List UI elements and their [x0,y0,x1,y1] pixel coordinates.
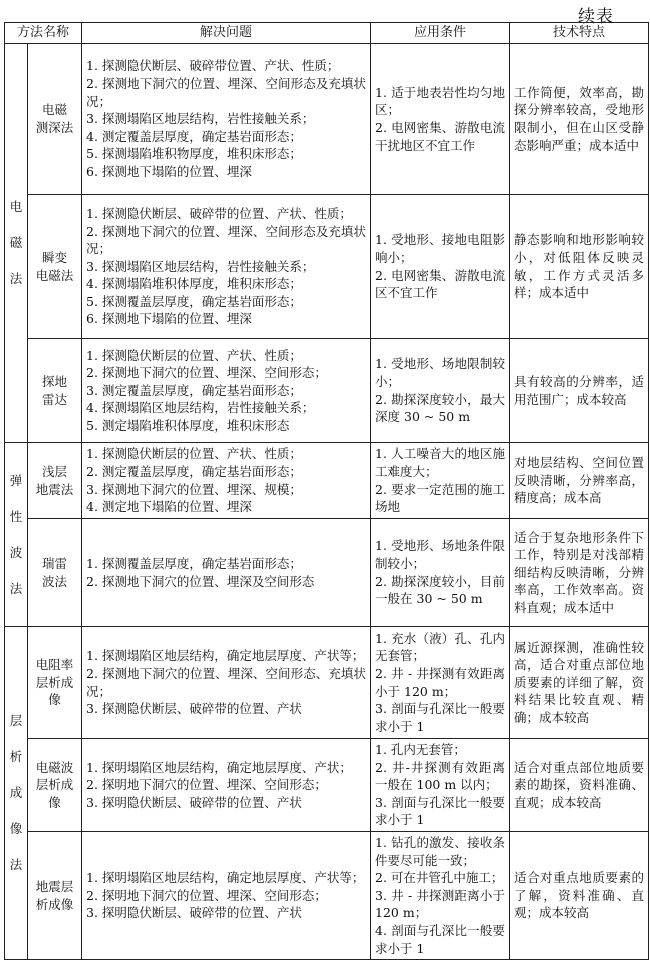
condition-item: 1. 受地形、场地限制较小； [375,356,506,389]
problem-item: 3. 探测塌陷区地层结构，岩性接触关系； [86,111,315,127]
problems-cell [82,739,371,832]
method-name-cell [28,195,82,339]
conditions-cell [371,44,510,195]
method-name-line: 测深法 [35,120,74,135]
condition-item: 1. 人工噪音大的地区施工难度大； [375,446,506,479]
problem-item: 1. 探测塌陷区地层结构，确定地层厚度、产状等； [86,648,365,664]
problem-item: 4. 探测塌陷区地层结构，岩性接触关系； [86,400,315,416]
category-char: 析 [9,749,23,765]
method-name-line: 电磁法 [35,267,74,283]
problem-item: 2. 探测地下洞穴的位置、埋深、空间形态及充填状况； [86,223,367,257]
problems-cell [82,339,371,443]
methods-table [4,22,649,960]
problems-cell [82,831,371,959]
problem-item: 2. 测定覆盖层厚度，确定基岩面形态； [86,463,302,479]
problem-item: 1. 探测隐伏断层、破碎带位置、产状、性质； [86,58,340,74]
features-cell: 静态影响和地形影响较小，对低阻体反映灵敏，工作方式灵活多样；成本适中 [510,195,649,339]
problem-item: 1. 探测隐伏断层的位置、产状、性质； [86,446,302,462]
method-name-line: 探地 [42,373,68,389]
category-cell [5,44,28,443]
problem-item: 2. 探测地下洞穴的位置、埋深、空间形态； [86,365,327,381]
problem-item: 5. 探测塌陷堆积物厚度，堆积床形态； [86,146,302,162]
continued-label: 续表 [578,7,614,27]
features-cell: 具有较高的分辨率，适用范围广；成本较高 [510,339,649,443]
method-name-line: 浅层 [42,463,68,479]
table-row [5,195,649,339]
category-cell [5,627,28,960]
condition-item: 2. 要求一定范围的施工场地 [375,481,506,515]
condition-item: 2. 可在井管孔中施工； [375,870,504,886]
method-name-line: 电磁波 [35,759,74,775]
category-char: 弹 [9,472,23,488]
conditions-cell [371,627,510,739]
condition-item: 1. 充水（液）孔、孔内无套管； [375,630,506,664]
problems-cell [82,443,371,519]
conditions-cell [371,831,510,959]
condition-item: 1. 孔内无套管； [375,742,466,757]
features-cell: 适合对重点地质要素的了解，资料准确、直观；成本较高 [510,831,649,959]
method-name-line: 地震层 [35,878,74,894]
condition-item: 2. 井-井探测有效距离一般在 100 m 以内； [375,759,506,793]
conditions-cell [371,195,510,339]
method-name-line: 波法 [42,573,68,589]
features-cell: 适合对重点部位地质要素的勘探，资料准确、直观；成本较高 [510,739,649,832]
table-row [5,443,649,519]
problem-item: 1. 探明塌陷区地层结构，确定地层厚度、产状等； [86,870,365,886]
problem-item: 4. 测定地下塌陷的位置、埋深 [86,499,252,515]
method-name-line: 电磁 [42,102,68,118]
header-conditions: 应用条件 [371,23,510,44]
condition-item: 1. 受地形、接地电阻影响小； [375,232,506,265]
features-cell: 对地层结构、空间位置反映清晰，分辨率高，精度高；成本高 [510,443,649,519]
category-cell [5,443,28,627]
category-char: 磁 [9,235,23,250]
problem-item: 2. 探明地下洞穴的位置、埋深、空间形态； [86,887,327,903]
method-name-cell [28,339,82,443]
table-body [5,44,649,960]
header-problems: 解决问题 [82,23,371,44]
features-cell: 属近源探测，准确性较高，适合对重点部位地质要素的详细了解，资料结果比较直观、精确；成本较高 [510,627,649,739]
category-char: 层 [9,713,23,729]
method-name-line: 层析成像 [35,674,74,708]
condition-item: 3. 剖面与孔深比一般要求小于 1 [375,794,506,828]
problem-item: 1. 探测覆盖层厚度，确定基岩面形态； [86,555,302,571]
problem-item: 4. 探测塌陷堆积体厚度，堆积床形态； [86,276,302,292]
problem-item: 3. 探测塌陷区地层结构，岩性接触关系； [86,258,315,274]
condition-item: 3. 井 - 井探测距离小于 120 m； [375,887,506,921]
method-name-line: 瑞雷 [42,555,68,571]
method-name-cell [28,443,82,519]
problem-item: 6. 探测地下塌陷的位置、埋深 [86,163,252,179]
method-name-cell [28,44,82,195]
header-row [5,23,649,44]
category-char: 法 [9,857,23,873]
conditions-cell [371,339,510,443]
problem-item: 3. 探明隐伏断层、破碎带的位置、产状 [86,905,302,921]
table-row [5,339,649,443]
problem-item: 2. 探测地下洞穴的位置、埋深、空间形态及充填状况； [86,76,367,109]
category-char: 电 [9,199,23,214]
problem-item: 1. 探测隐伏断层的位置、产状、性质； [86,347,302,363]
method-name-cell [28,519,82,627]
problem-item: 3. 探明隐伏断层、破碎带的位置、产状 [86,794,302,810]
features-cell: 适合于复杂地形条件下工作，特别是对浅部精细结构反映清晰，分辨率高，工作效率高。资料直观；成本适中 [510,519,649,627]
category-char: 性 [9,508,23,524]
conditions-cell [371,443,510,519]
problem-item: 6. 探测地下塌陷的位置、埋深 [86,311,252,327]
condition-item: 2. 勘探深度较小，目前一般在 30 ~ 50 m [375,573,506,607]
category-char: 法 [9,271,23,286]
header-features: 技术特点 [510,23,649,44]
problem-item: 4. 测定覆盖层厚度，确定基岩面形态； [86,128,302,144]
table-row [5,831,649,959]
condition-item: 3. 剖面与孔深比一般要求小于 1 [375,701,506,734]
category-char: 法 [9,580,23,596]
table-row [5,739,649,832]
conditions-cell [371,519,510,627]
method-name-line: 瞬变 [42,249,68,265]
method-name-cell [28,831,82,959]
problem-item: 3. 探测地下洞穴的位置、埋深、规模； [86,481,302,497]
problems-cell [82,519,371,627]
conditions-cell [371,739,510,832]
problem-item: 1. 探测隐伏断层、破碎带的位置、产状、性质； [86,205,352,221]
problem-item: 5. 探测覆盖层厚度，确定基岩面形态； [86,293,302,309]
table-row [5,627,649,739]
method-name-cell [28,627,82,739]
condition-item: 2. 勘探深度较小，最大深度 30 ~ 50 m [375,391,506,425]
condition-item: 1. 适于地表岩性均匀地区； [375,84,506,118]
category-char: 成 [9,785,23,801]
problems-cell [82,627,371,739]
problem-item: 3. 探测隐伏断层、破碎带的位置、产状 [86,701,302,717]
problem-item: 3. 测定覆盖层厚度，确定基岩面形态； [86,382,302,398]
problem-item: 1. 探明塌陷区地层结构，确定地层厚度、产状； [86,759,352,775]
condition-item: 1. 钻孔的激发、接收条件要尽可能一致； [375,834,506,868]
problem-item: 2. 探明地下洞穴的位置、埋深、空间形态； [86,777,327,793]
method-name-line: 雷达 [42,391,68,407]
method-name-line: 电阻率 [35,657,74,673]
problem-item: 5. 测定塌陷堆积体厚度，堆积床形态 [86,417,290,433]
problems-cell [82,195,371,339]
method-name-line: 析成像 [35,896,74,912]
table-row [5,44,649,195]
features-cell: 工作简便，效率高，勘探分辨率较高，受地形限制小，但在山区受静态影响严重；成本适中 [510,44,649,195]
problems-cell [82,44,371,195]
category-char: 波 [9,544,23,560]
problem-item: 2. 探测地下洞穴的位置、埋深及空间形态 [86,573,315,589]
category-char: 像 [9,821,23,837]
condition-item: 2. 电网密集、游散电流干扰地区不宜工作 [375,120,506,153]
method-name-line: 地震法 [35,481,74,497]
condition-item: 1. 受地形、场地条件限制较小； [375,538,506,571]
table-row [5,519,649,627]
method-name-cell [28,739,82,832]
condition-item: 2. 井 - 井探测有效距离小于 120 m； [375,665,506,699]
problem-item: 2. 探测地下洞穴的位置、埋深、空间形态、充填状况； [86,665,367,699]
condition-item: 4. 剖面与孔深比一般要求小于 1 [375,922,506,956]
condition-item: 2. 电网密集、游散电流区不宜工作 [375,267,506,301]
header-method-name: 方法名称 [5,23,82,44]
method-name-line: 层析成像 [35,777,74,810]
